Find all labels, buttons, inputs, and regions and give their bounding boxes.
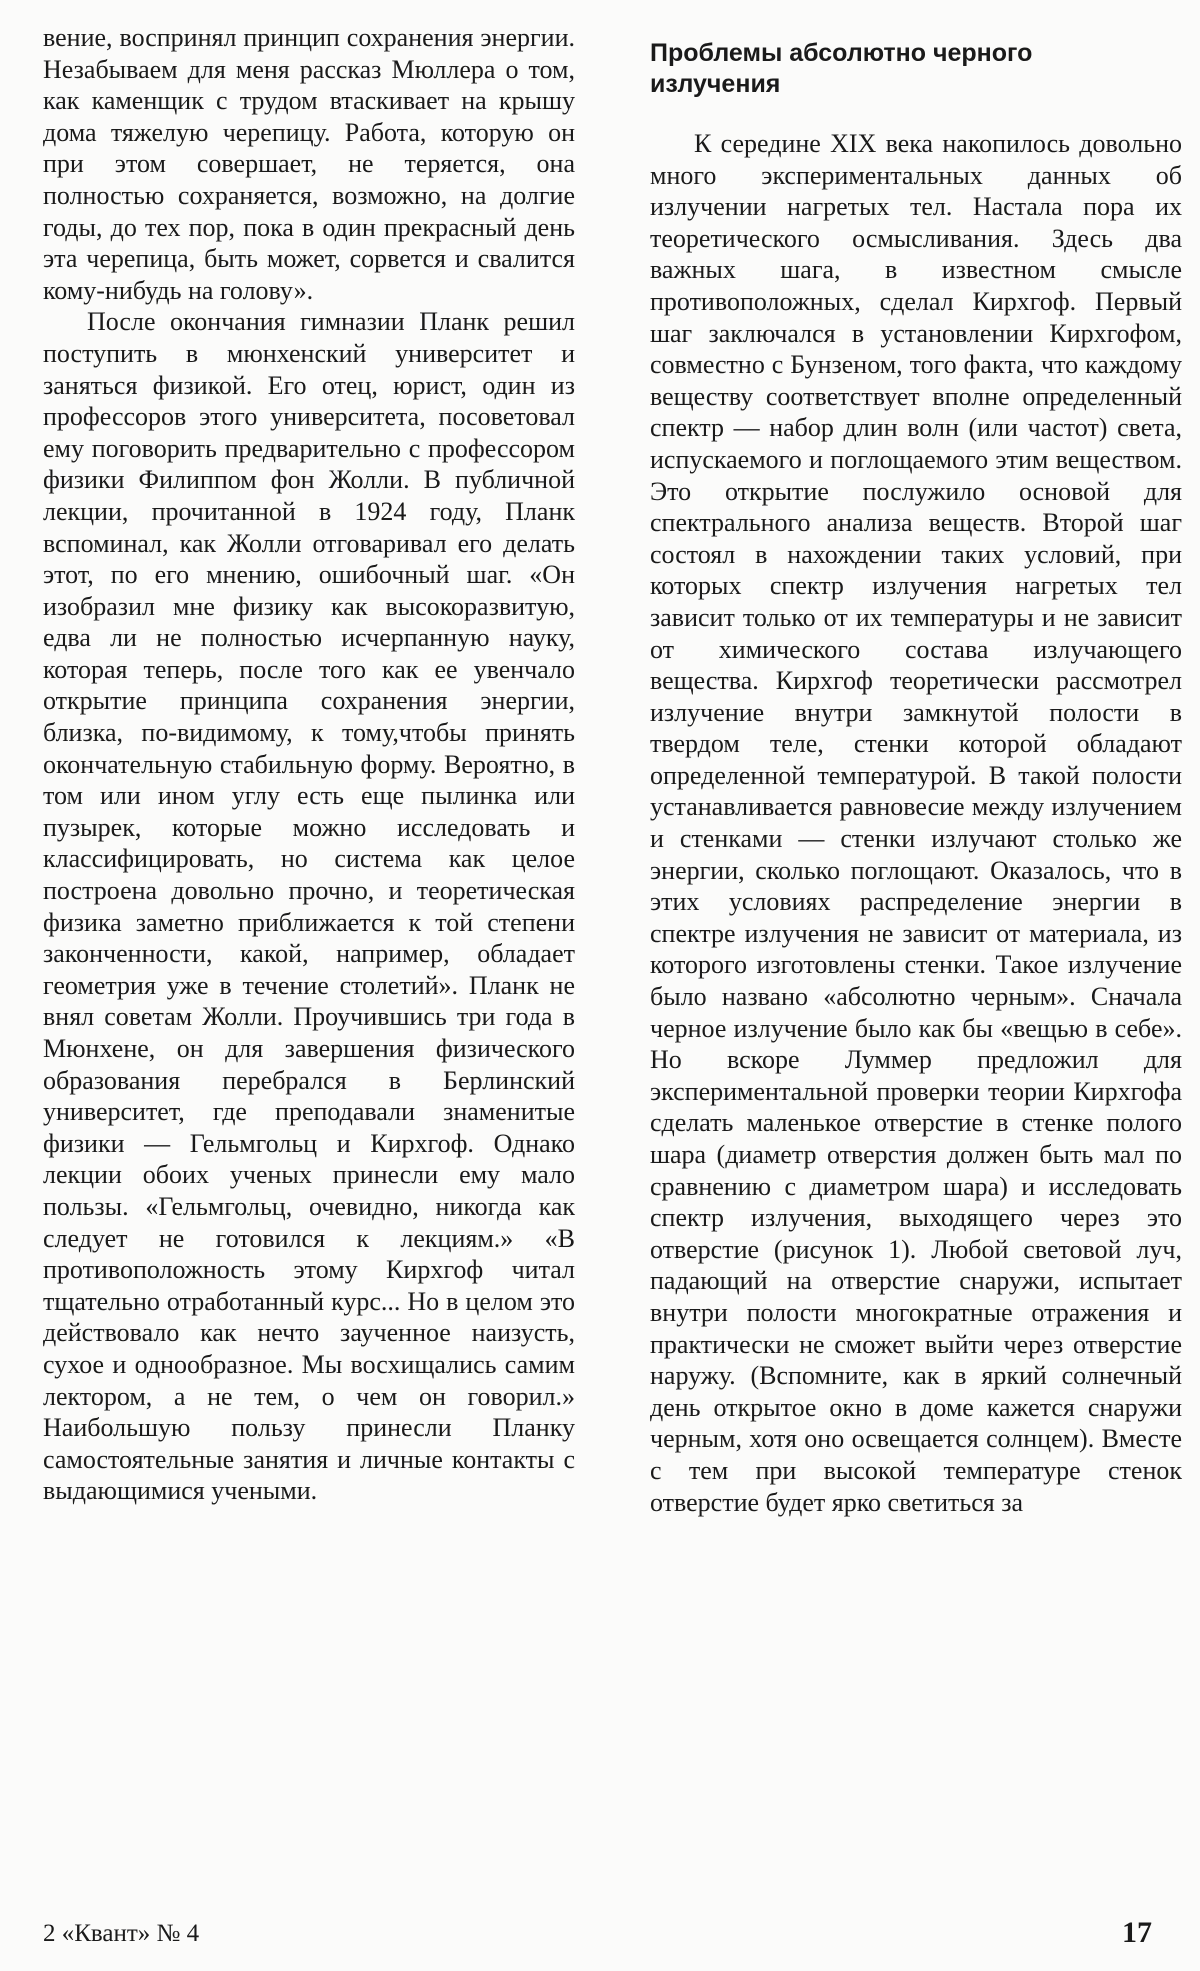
page-footer xyxy=(0,1918,1200,1958)
right-column xyxy=(650,22,1182,1518)
section-heading: Проблемы абсолютно черного излучения xyxy=(650,39,1033,98)
journal-issue: 2 «Квант» № 4 xyxy=(43,1920,200,1947)
paragraph-planck-university: После окончания гимназии Планк решил поступить в мюнхенский университет и заняться физикой. Его отец, юрист, один из профессоров этого университета, посоветовал ему поговорить предварительно с профессором физики Филиппом фон Жолли. В публичной лекции, прочитанной в 1924 году, Планк вспоминал, как Жолли отговаривал его делать этот, по его мнению, ошибочный шаг. «Он изобразил мне физику как высокоразвитую, едва ли не полностью исчерпанную науку, которая теперь, после того как ее увенчало открытие принципа сохранения энергии, близка, по-видимому, к тому,чтобы принять окончательную стабильную форму. Вероятно, в том или ином углу есть еще пылинка или пузырек, которые можно исследовать и классифицировать, но система как целое построена довольно прочно, и теоретическая физика заметно приближается к той степени законченности, какой, например, обладает геометрия уже в течение столетий». Планк не внял советам Жолли. Проучившись три года в Мюнхене, он для завершения физического образования перебрался в Берлинский университет, где преподавали знаменитые физики — Гельмгольц и Кирхгоф. Однако лекции обоих ученых принесли ему мало пользы. «Гельмгольц, очевидно, никогда как следует не готовился к лекциям.» «В противоположность этому Кирхгоф читал тщательно отработанный курс... Но в целом это действовало как нечто заученное наизусть, сухое и однообразное. Мы восхищались самим лектором, а не тем, о чем он говорил.» Наибольшую пользу принесли Планку самостоятельные занятия и личные контакты с выдающимися учеными. xyxy=(43,307,575,1506)
page-number: 17 xyxy=(1122,1916,1152,1949)
paragraph-blackbody: К середине XIX века накопилось довольно много экспериментальных данных об излучении нагретых тел. Настала пора их теоретического осмысливания. Здесь два важных шага, в известном смысле противоположных, сделал Кирхгоф. Первый шаг заключался в установлении Кирхгофом, совместно с Бунзеном, того факта, что каждому веществу соответствует вполне определенный спектр — набор длин волн (или частот) света, испускаемого и поглощаемого этим веществом. Это открытие послужило основой для спектрального анализа веществ. Второй шаг состоял в нахождении таких условий, при которых спектр излучения нагретых тел зависит только от их температуры и не зависит от химического состава излучающего вещества. Кирхгоф теоретически рассмотрел излучение внутри замкнутой полости в твердом теле, стенки которой обладают определенной температурой. В такой полости устанавливается равновесие между излучением и стенками — стенки излучают столько же энергии, сколько поглощают. Оказалось, что в этих условиях распределение энергии в спектре излучения не зависит от материала, из которого изготовлены стенки. Такое излучение было названо «абсолютно черным». Сначала черное излучение было как бы «вещью в себе». Но вскоре Луммер предложил для экспериментальной проверки теории Кирхгофа сделать маленькое отверстие в стенке полого шара (диаметр отверстия должен быть мал по сравнению с диаметром шара) и исследовать спектр излучения, выходящего через это отверстие (рисунок 1). Любой световой луч, падающий на отверстие снаружи, испытает внутри полости многократные отражения и практически не сможет выйти через отверстие наружу. (Вспомните, как в яркий солнечный день открытое окно в доме кажется снаружи черным, хотя оно освещается солнцем). Вместе с тем при высокой температуре стенок отверстие будет ярко светиться за xyxy=(650,129,1182,1517)
left-column xyxy=(43,22,575,1507)
paragraph-continuation: вение, воспринял принцип сохранения энергии. Незабываем для меня рассказ Мюллера о том, как каменщик с трудом втаскивает на крышу дома тяжелую черепицу. Работа, которую он при этом совершает, не теряется, она полностью сохраняется, возможно, на долгие годы, до тех пор, пока в один прекрасный день эта черепица, быть может, сорвется и свалится кому-нибудь на голову». xyxy=(43,23,575,305)
